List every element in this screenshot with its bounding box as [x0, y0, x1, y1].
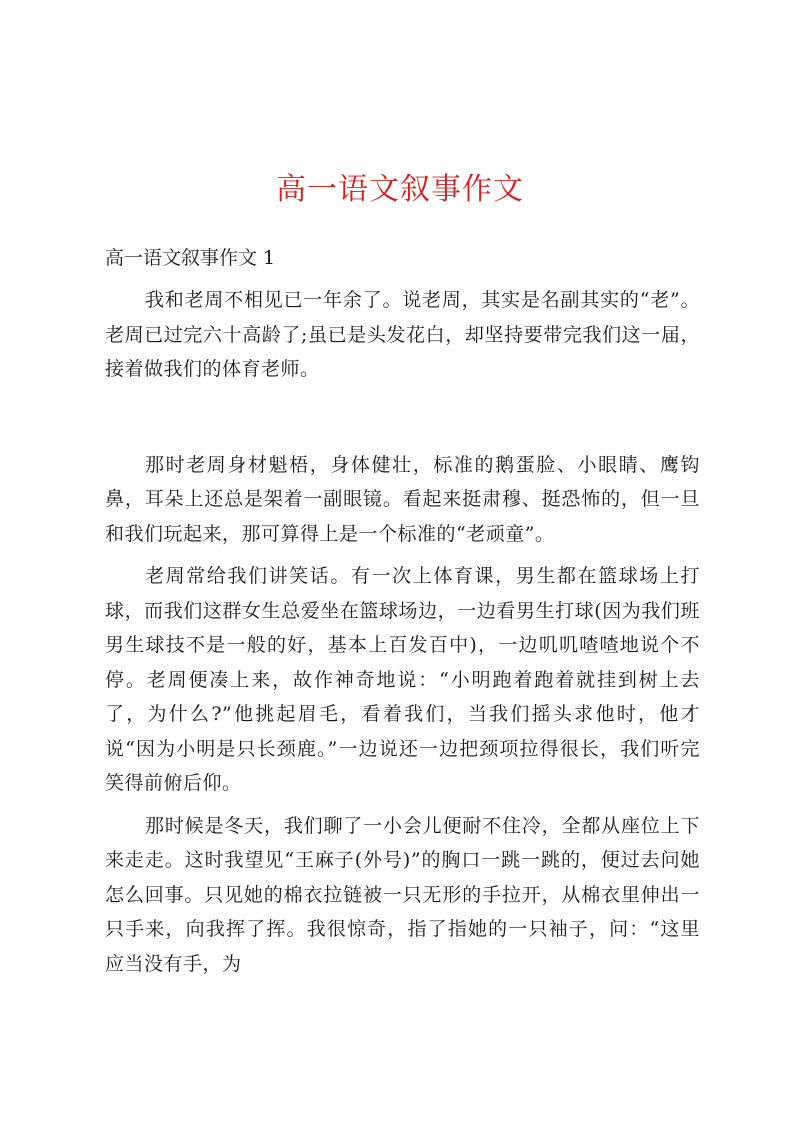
document-title: 高一语文叙事作文: [276, 172, 524, 207]
paragraph: 那时老周身材魁梧，身体健壮，标准的鹅蛋脸、小眼睛、鹰钩鼻，耳朵上还总是架着一副眼镜。看起来挺肃穆、挺恐怖的，但一旦和我们玩起来，那可算得上是一个标准的“老顽童”。: [105, 453, 700, 545]
paragraph: 那时候是冬天，我们聊了一小会儿便耐不住冷，全都从座位上下来走走。这时我望见“王麻子(外号)”的胸口一跳一跳的，便过去问她怎么回事。只见她的棉衣拉链被一只无形的手拉开，从棉衣里伸出一只手来，向我挥了挥。我很惊奇，指了指她的一只袖子，问：“这里应当没有手，为: [105, 814, 700, 975]
section-heading: 高一语文叙事作文 1: [105, 247, 276, 269]
paragraph: 老周常给我们讲笑话。有一次上体育课，男生都在篮球场上打球，而我们这群女生总爱坐在篮球场边，一边看男生打球(因为我们班男生球技不是一般的好，基本上百发百中)，一边叽叽喳喳地说个不停。老周便凑上来，故作神奇地说：“小明跑着跑着就挂到树上去了，为什么?”他挑起眉毛，看着我们，当我们摇头求他时，他才说“因为小明是只长颈鹿。”一边说还一边把颈项拉得很长，我们听完笑得前俯后仰。: [105, 565, 700, 794]
paragraph: 我和老周不相见已一年余了。说老周，其实是名副其实的“老”。老周已过完六十高龄了;虽已是头发花白，却坚持要带完我们这一届，接着做我们的体育老师。: [105, 289, 700, 380]
document-body: [105, 283, 700, 989]
